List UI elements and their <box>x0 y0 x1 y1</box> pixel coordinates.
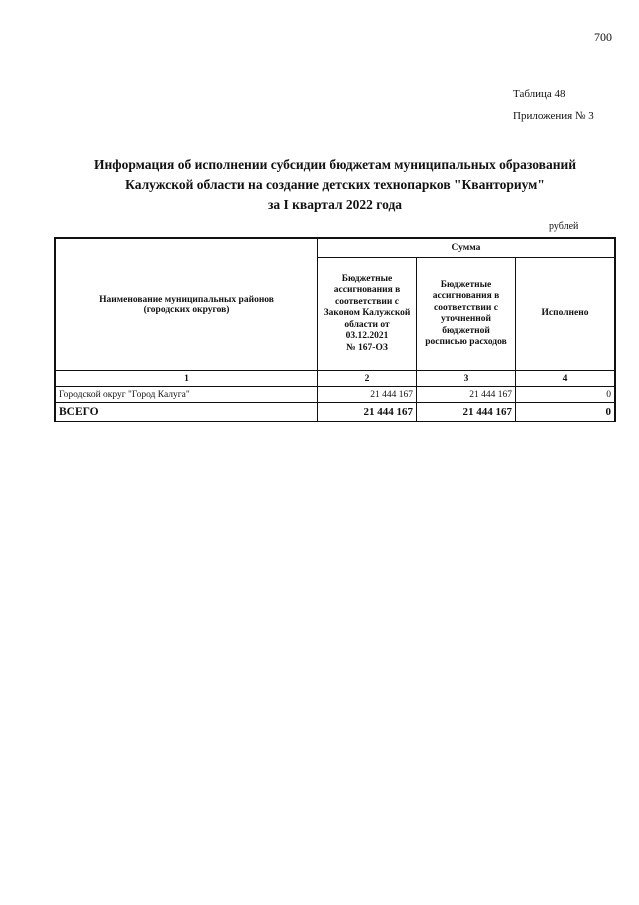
row-executed-amount: 0 <box>516 387 616 403</box>
appendix-reference: Приложения № 3 <box>513 110 594 122</box>
units-label: рублей <box>549 221 579 232</box>
title-line-3: за I квартал 2022 года <box>267 197 403 212</box>
row-law-amount: 21 444 167 <box>318 387 417 403</box>
column-number-4: 4 <box>516 371 616 387</box>
header-col-refined-line: ассигнования в <box>432 291 500 301</box>
subsidy-table <box>54 237 616 422</box>
header-col-refined-line: бюджетной <box>442 325 490 336</box>
total-refined-amount: 21 444 167 <box>417 403 516 422</box>
column-number-2: 2 <box>318 371 417 387</box>
header-name-line-2: (городских округов) <box>143 304 230 315</box>
total-executed-amount: 0 <box>516 403 616 422</box>
header-col-refined-line: соответствии с <box>434 302 498 313</box>
header-col-law-line: № 167-ОЗ <box>346 342 388 353</box>
header-sum: Сумма <box>318 238 616 258</box>
header-col-law-line: соответствии с <box>335 296 399 307</box>
title-line-2: Калужской области на создание детских технопарков "Кванториум" <box>125 177 545 192</box>
total-label: ВСЕГО <box>55 403 318 422</box>
header-col-law-line: 03.12.2021 <box>345 331 389 342</box>
total-row <box>55 403 615 422</box>
title-line-1: Информация об исполнении субсидии бюджетам муниципальных образований <box>93 157 577 172</box>
row-name: Городской округ "Город Калуга" <box>55 387 318 403</box>
header-col-refined-line: росписью расходов <box>425 337 507 347</box>
column-number-3: 3 <box>417 371 516 387</box>
column-number-1: 1 <box>55 371 318 387</box>
header-col-refined-line: Бюджетные <box>440 279 492 290</box>
document-title <box>55 155 615 215</box>
header-name <box>55 238 318 371</box>
header-col-refined-line: уточненной <box>440 314 491 324</box>
total-law-amount: 21 444 167 <box>318 403 417 422</box>
header-col-law-line: ассигнования в <box>333 285 401 296</box>
header-col-refined <box>417 258 516 371</box>
header-col-executed: Исполнено <box>516 258 616 371</box>
header-col-law <box>318 258 417 371</box>
header-name-line-1: Наименование муниципальных районов <box>99 294 274 305</box>
row-refined-amount: 21 444 167 <box>417 387 516 403</box>
header-col-law-line: Законом Калужской <box>323 308 411 319</box>
header-col-law-line: Бюджетные <box>341 273 393 284</box>
header-col-law-line: области от <box>344 319 390 330</box>
page-number: 700 <box>594 30 612 44</box>
table-reference: Таблица 48 <box>513 88 566 100</box>
table-row <box>55 387 615 403</box>
